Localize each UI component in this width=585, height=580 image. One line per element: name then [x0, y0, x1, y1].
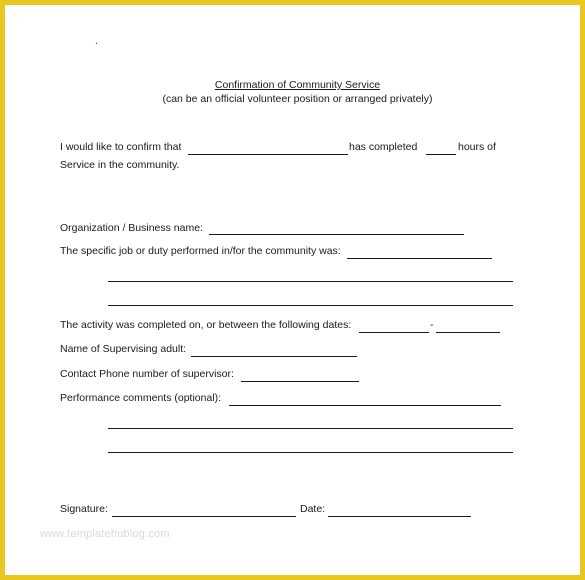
comments-line[interactable] [229, 405, 501, 406]
comments-label: Performance comments (optional): [60, 392, 222, 404]
date-line[interactable] [328, 516, 471, 517]
organization-label: Organization / Business name: [60, 222, 203, 234]
comments-extra-line-2[interactable] [108, 452, 513, 453]
confirm-prefix-label: I would like to confirm that [60, 141, 182, 153]
dates-separator: - [430, 319, 434, 331]
confirm-mid-label: has completed [349, 141, 418, 153]
end-date-line[interactable] [436, 332, 500, 333]
signature-line[interactable] [112, 516, 296, 517]
supervisor-line[interactable] [191, 356, 357, 357]
job-extra-line-2[interactable] [108, 305, 513, 306]
job-line[interactable] [347, 258, 492, 259]
hours-line[interactable] [426, 154, 456, 155]
job-label: The specific job or duty performed in/for the community was: [60, 245, 341, 257]
document-subtitle: (can be an official volunteer position or arranged privately) [162, 93, 433, 105]
date-label: Date: [300, 503, 326, 515]
document-title: Confirmation of Community Service [214, 79, 381, 91]
dates-label: The activity was completed on, or between the following dates: [60, 319, 352, 331]
organization-line[interactable] [209, 234, 464, 235]
confirm-suffix-label: hours of [458, 141, 496, 153]
start-date-line[interactable] [359, 332, 429, 333]
phone-line[interactable] [241, 381, 359, 382]
confirm-line2-label: Service in the community. [60, 159, 180, 171]
watermark-text: www.templatehublog.com [40, 528, 170, 540]
page-mark: . [95, 36, 98, 47]
volunteer-name-line[interactable] [188, 154, 348, 155]
phone-label: Contact Phone number of supervisor: [60, 368, 234, 380]
comments-extra-line-1[interactable] [108, 428, 513, 429]
title-block [5, 79, 585, 91]
signature-label: Signature: [60, 503, 108, 515]
job-extra-line-1[interactable] [108, 281, 513, 282]
supervisor-label: Name of Supervising adult: [60, 343, 187, 355]
